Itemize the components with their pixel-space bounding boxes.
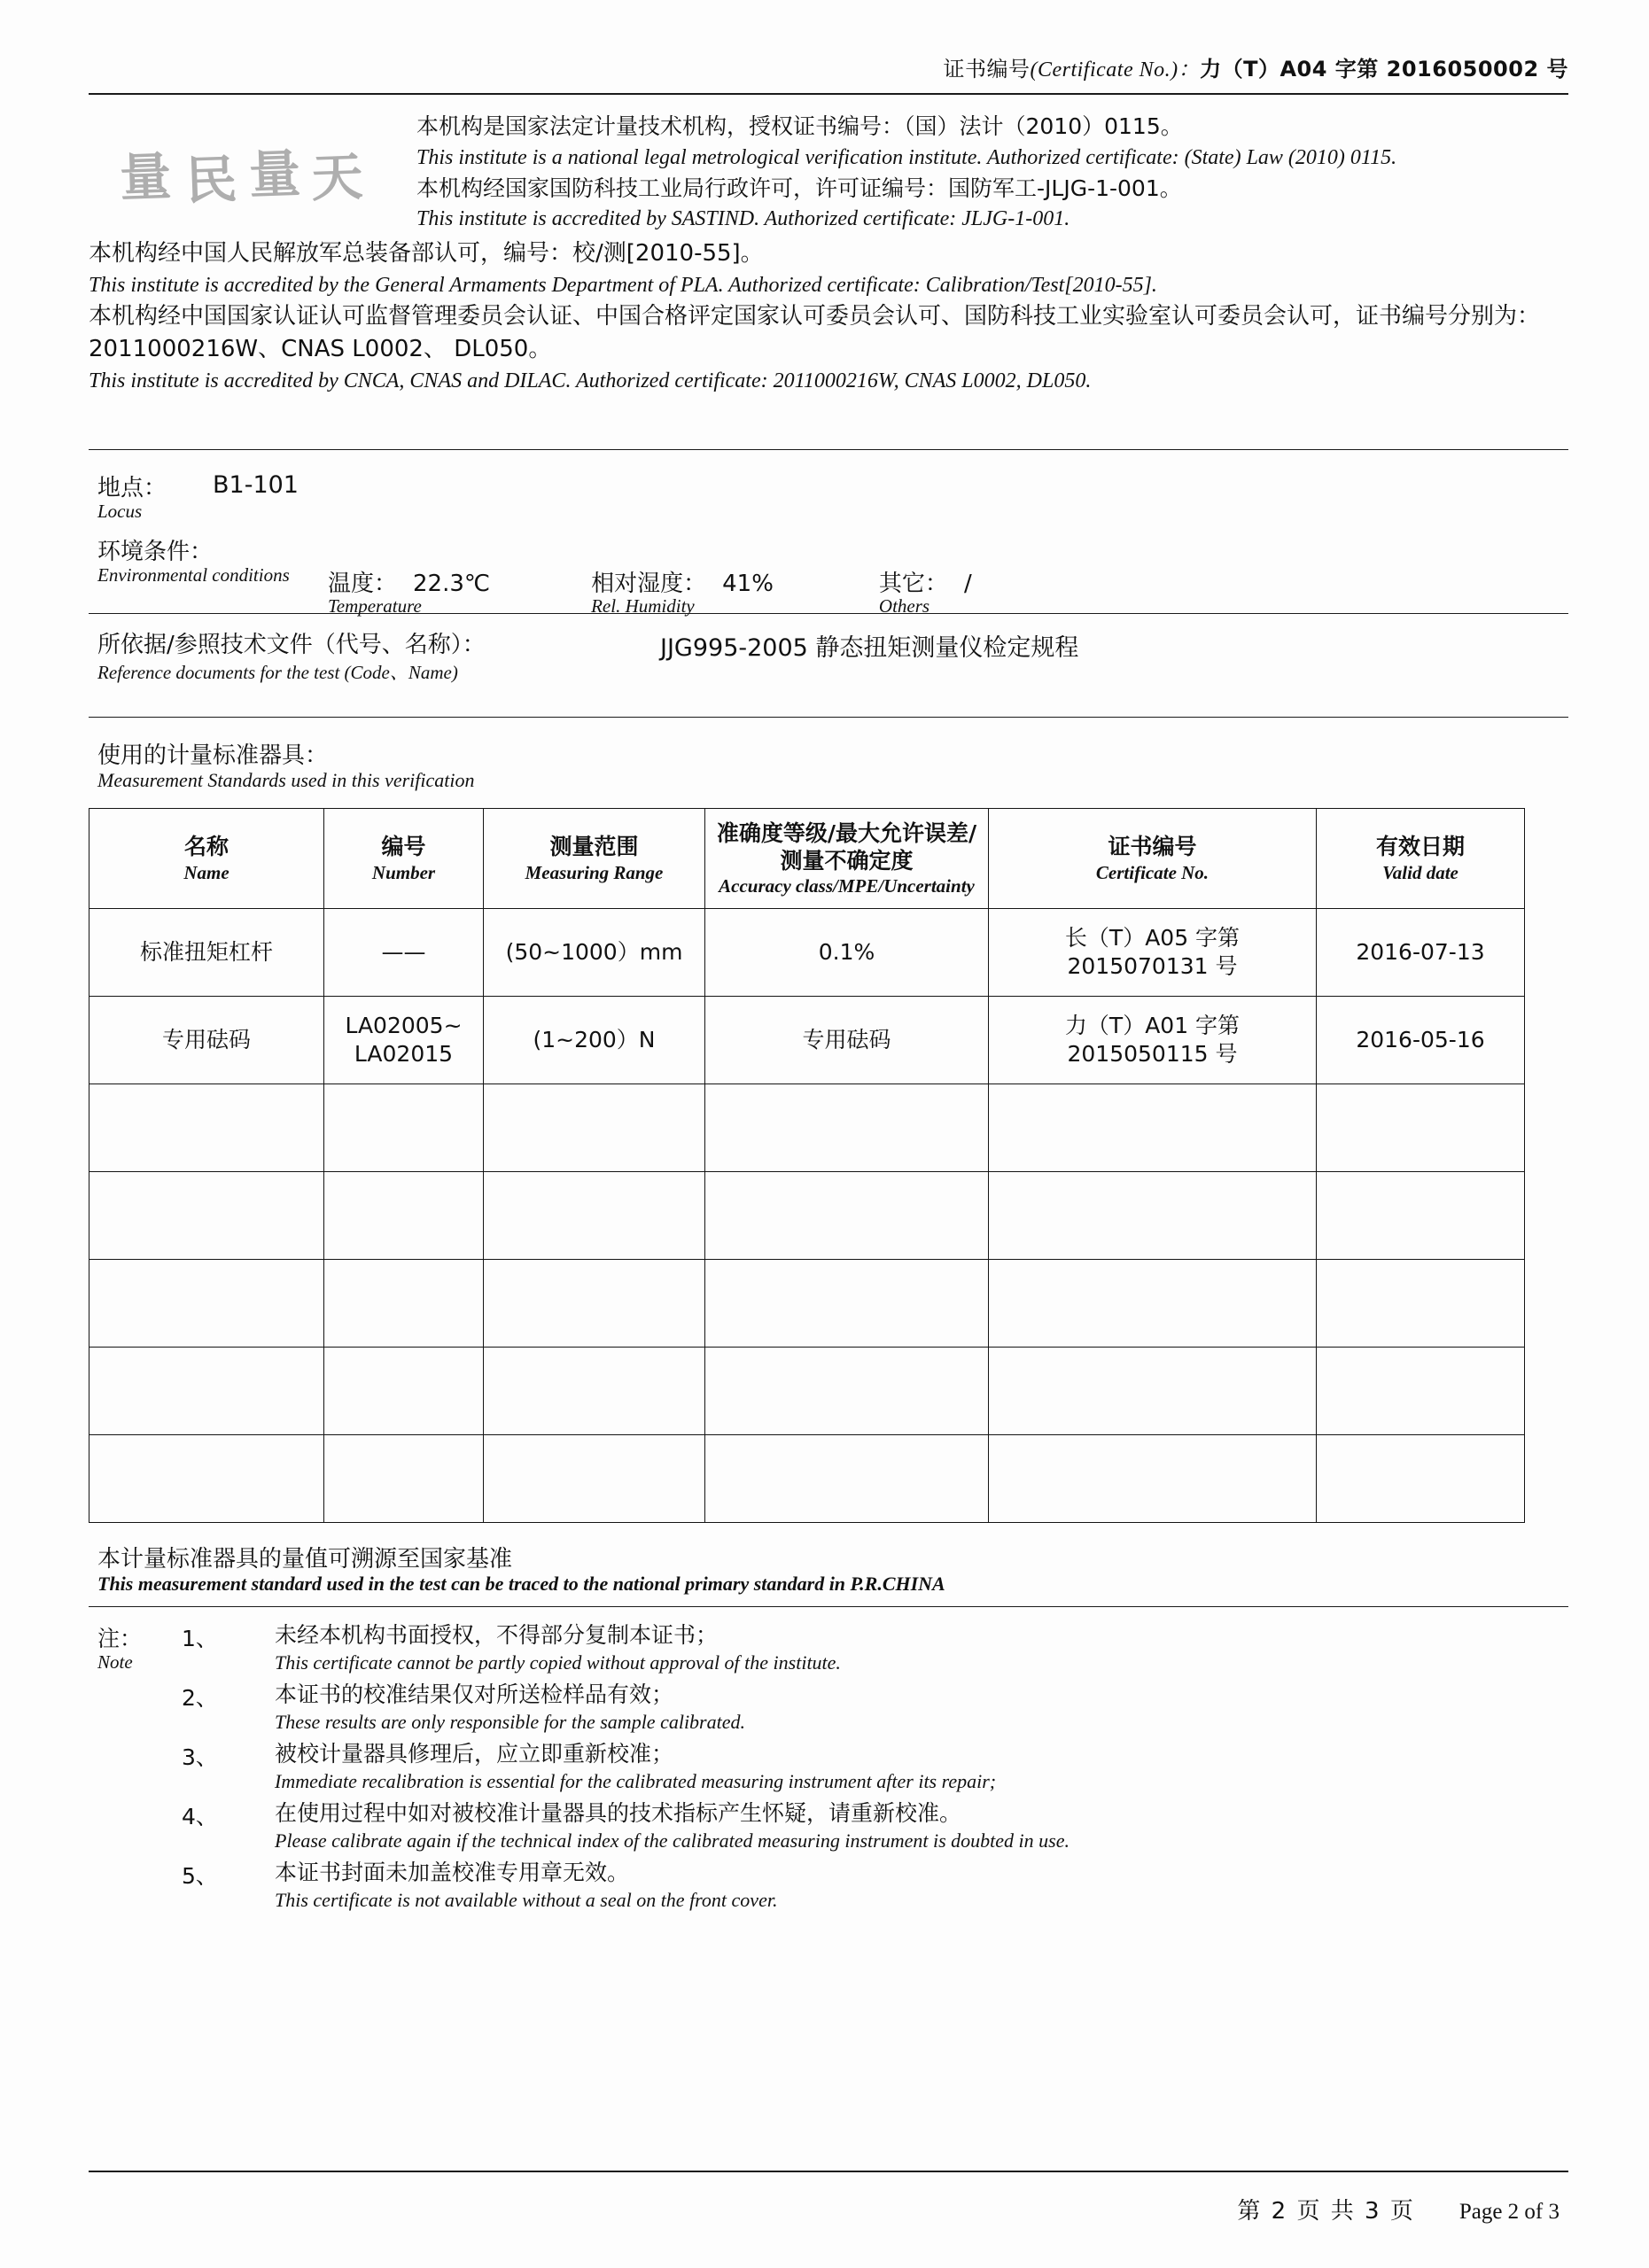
accreditation-line-2-cn: 本机构经国家国防科技工业局行政许可，许可证编号：国防军工-JLJG-1-001。 [416,175,1182,201]
cell-empty [89,1084,324,1172]
reference-documents-value: JJG995-2005 静态扭矩测量仪检定规程 [660,634,1079,662]
environment-item-humidity [591,565,774,617]
locus-label [97,470,167,523]
note-text-en: These results are only responsible for the sample calibrated. [275,1710,745,1733]
column-header-certificate-en: Certificate No. [1095,861,1210,883]
cell-empty [89,1260,324,1348]
note-body [275,1740,1568,1794]
accreditation-text-right [416,111,1568,234]
cell-range: (50~1000）mm [484,909,705,997]
cell-name: 专用砝码 [89,997,324,1084]
list-item [182,1621,1568,1675]
cell-empty [1317,1260,1525,1348]
note-number: 4、 [182,1804,218,1830]
accreditation-line-1-en: This institute is a national legal metrological verification institute. Authorized certificate: (State) Law (2010) 0115. [416,145,1397,169]
footer-divider [89,2171,1568,2172]
reference-documents-label-en: Reference documents for the test (Code、Name) [97,662,458,683]
column-header-accuracy-en: Accuracy class/MPE/Uncertainty [719,875,975,897]
reference-documents-block [89,626,1568,706]
cell-certificate-no-line2: 2015050115 号 [1067,1041,1238,1067]
note-text-cn: 在使用过程中如对被校准计量器具的技术指标产生怀疑，请重新校准。 [275,1800,962,1827]
others-label-cn: 其它： [878,571,948,597]
column-header-valid-date-cn: 有效日期 [1375,834,1465,860]
table-row [89,997,1525,1084]
cell-empty [1317,1172,1525,1260]
environment-values [328,565,1568,617]
cell-empty [989,1260,1317,1348]
column-header-range-cn: 测量范围 [549,834,639,860]
cell-number-line1: LA02005~ [345,1012,463,1038]
cell-certificate-no-line2: 2015070131 号 [1067,953,1238,979]
others-label-en: Others [878,595,930,617]
cell-name: 标准扭矩杠杆 [89,909,324,997]
cell-empty [705,1260,989,1348]
note-number: 3、 [182,1744,218,1771]
cell-empty [1317,1348,1525,1435]
locus-value: B1-101 [213,471,299,499]
list-item [182,1681,1568,1735]
cell-certificate-no [989,997,1317,1084]
certificate-number-label-en: (Certificate No.)： [1030,58,1201,82]
column-header-accuracy [705,809,989,909]
environment-label-cn: 环境条件： [97,539,214,565]
temperature-label-cn: 温度： [328,571,398,597]
column-header-name [89,809,324,909]
cell-empty [989,1084,1317,1172]
cell-empty [705,1084,989,1172]
cell-empty [89,1435,324,1523]
note-number: 5、 [182,1863,218,1890]
note-number: 2、 [182,1685,218,1712]
locus-label-cn: 地点： [97,475,167,501]
locus-label-en: Locus [97,501,143,522]
note-body [275,1859,1568,1913]
note-text-cn: 未经本机构书面授权，不得部分复制本证书； [275,1622,719,1648]
environment-label [97,533,290,586]
reference-documents-divider [89,717,1568,718]
cell-empty [89,1348,324,1435]
reference-documents-label [97,626,486,685]
temperature-label-en: Temperature [328,595,422,617]
table-header-row [89,809,1525,909]
accreditation-line-2-en: This institute is accredited by SASTIND. Authorized certificate: JLJG-1-001. [416,207,1070,231]
column-header-valid-date [1317,809,1525,909]
cell-number: —— [324,909,484,997]
cell-certificate-no-line1: 力（T）A01 字第 [1064,1012,1241,1038]
locus-environment-block [89,470,1568,617]
environment-item-others [879,565,972,617]
cell-empty [1317,1435,1525,1523]
cell-empty [484,1084,705,1172]
cell-empty [324,1435,484,1523]
seal-char-3: 量 [248,143,304,206]
note-body [275,1799,1568,1853]
notes-label-en: Note [97,1651,133,1673]
cell-accuracy: 0.1% [705,909,989,997]
environment-label-en: Environmental conditions [97,564,290,586]
page-footer [1237,2193,1560,2225]
cell-empty [484,1260,705,1348]
seal-char-1: 量 [119,145,175,208]
standards-heading-cn: 使用的计量标准器具： [97,742,329,769]
header-divider [89,93,1568,95]
standards-heading [97,737,1568,792]
standards-heading-en: Measurement Standards used in this verification [97,769,475,791]
institute-seal-stamp [113,124,374,266]
reference-documents-label-cn: 所依据/参照技术文件（代号、名称）： [97,632,486,658]
column-header-range [484,809,705,909]
accreditation-wide-2-en: This institute is accredited by CNCA, CNAS and DILAC. Authorized certificate: 2011000216W, CNAS L0002, DL050. [89,369,1092,392]
traceability-statement [97,1541,1568,1596]
table-row-empty [89,1348,1525,1435]
accreditation-divider [89,449,1568,450]
cell-valid-date: 2016-05-16 [1317,997,1525,1084]
note-text-cn: 本证书的校准结果仅对所送检样品有效； [275,1682,674,1708]
traceability-divider [89,1606,1568,1607]
seal-char-4: 天 [310,146,366,209]
cell-empty [484,1348,705,1435]
note-text-en: Please calibrate again if the technical index of the calibrated measuring instrument is doubted in use. [275,1829,1070,1852]
page-number-cn: 第 2 页 共 3 页 [1237,2198,1415,2225]
column-header-certificate [989,809,1317,909]
note-text-cn: 本证书封面未加盖校准专用章无效。 [275,1860,630,1886]
table-row [89,909,1525,997]
table-row-empty [89,1435,1525,1523]
notes-label [97,1621,142,1674]
cell-empty [705,1348,989,1435]
column-header-number-cn: 编号 [381,834,426,860]
cell-empty [324,1348,484,1435]
certificate-number-value: 力（T）A04 字第 2016050002 号 [1200,57,1568,82]
cell-empty [324,1172,484,1260]
cell-number [324,997,484,1084]
column-header-certificate-cn: 证书编号 [1108,834,1197,860]
cell-certificate-no-line1: 长（T）A05 字第 [1064,924,1241,951]
cell-range: (1~200）N [484,997,705,1084]
measurement-standards-table [89,808,1525,1523]
note-body [275,1681,1568,1735]
certificate-number-header [89,0,1568,82]
column-header-name-cn: 名称 [183,834,229,860]
column-header-valid-date-en: Valid date [1382,861,1458,883]
table-row-empty [89,1084,1525,1172]
column-header-number [324,809,484,909]
humidity-label-cn: 相对湿度： [591,571,707,597]
table-row-empty [89,1260,1525,1348]
page-number-en: Page 2 of 3 [1458,2200,1560,2224]
note-text-en: This certificate cannot be partly copied without approval of the institute. [275,1651,841,1674]
cell-certificate-no [989,909,1317,997]
cell-empty [989,1172,1317,1260]
traceability-en: This measurement standard used in the test can be traced to the national primary standard in P.R.CHINA [97,1573,945,1595]
column-header-range-en: Measuring Range [525,861,664,883]
cell-empty [705,1435,989,1523]
cell-empty [705,1172,989,1260]
cell-empty [484,1172,705,1260]
accreditation-line-1-cn: 本机构是国家法定计量技术机构，授权证书编号：（国）法计（2010）0115。 [416,113,1183,139]
accreditation-block [89,111,1568,439]
column-header-accuracy-cn: 准确度等级/最大允许误差/测量不确定度 [716,819,977,874]
notes-section [89,1621,1568,1913]
column-header-number-en: Number [371,861,436,883]
cell-valid-date: 2016-07-13 [1317,909,1525,997]
cell-empty [89,1172,324,1260]
column-header-name-en: Name [183,861,229,883]
notes-label-cn: 注： [97,1626,143,1651]
cell-empty [484,1435,705,1523]
accreditation-wide-2-cn: 本机构经中国国家认证认可监督管理委员会认证、中国合格评定国家认可委员会认可、国防科技工业实验室认可委员会认可，证书编号分别为：2011000216W、CNAS L0002、 DL050。 [89,303,1541,363]
cell-empty [1317,1084,1525,1172]
list-item [182,1799,1568,1853]
humidity-value: 41% [722,571,774,597]
environment-item-temperature [328,565,490,617]
note-text-en: Immediate recalibration is essential for the calibrated measuring instrument after its repair; [275,1769,997,1792]
list-item [182,1740,1568,1794]
cell-number-line2: LA02015 [354,1041,454,1067]
notes-list [182,1621,1568,1913]
cell-empty [989,1435,1317,1523]
cell-empty [989,1348,1317,1435]
cell-empty [324,1260,484,1348]
cell-empty [324,1084,484,1172]
note-text-cn: 被校计量器具修理后，应立即重新校准； [275,1741,674,1767]
list-item [182,1859,1568,1913]
certificate-number-label-cn: 证书编号 [943,57,1031,82]
others-value: / [963,571,972,597]
note-number: 1、 [182,1626,218,1651]
humidity-label-en: Rel. Humidity [591,595,695,617]
traceability-cn: 本计量标准器具的量值可溯源至国家基准 [97,1546,513,1573]
temperature-value: 22.3℃ [413,571,491,597]
table-row-empty [89,1172,1525,1260]
accreditation-wide-1-cn: 本机构经中国人民解放军总装备部认可，编号：校/测[2010-55]。 [89,240,764,268]
note-text-en: This certificate is not available without a seal on the front cover. [275,1888,778,1911]
accreditation-wide-1-en: This institute is accredited by the General Armaments Department of PLA. Authorized certificate: Calibration/Test[2010-55]. [89,274,1157,298]
cell-accuracy: 专用砝码 [705,997,989,1084]
note-body [275,1621,1568,1675]
seal-char-2: 民 [184,149,240,212]
